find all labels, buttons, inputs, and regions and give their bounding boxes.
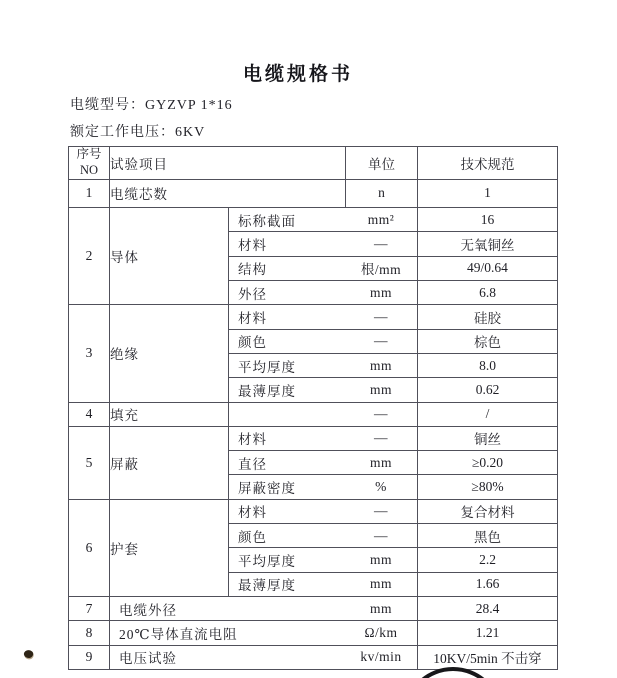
table-row — [69, 179, 558, 207]
spec-value: ≥80% — [418, 475, 558, 499]
unit-value: mm² — [367, 211, 395, 227]
sub-item-label: 材料 — [238, 432, 267, 448]
cable-model-line — [70, 94, 233, 114]
rated-voltage-line — [70, 121, 205, 141]
unit-value: Ω/km — [364, 624, 398, 640]
sub-item-label: 最薄厚度 — [238, 383, 296, 399]
sub-item-label: 平均厚度 — [238, 554, 296, 570]
spec-value: 黑色 — [418, 524, 558, 548]
table-row — [69, 208, 558, 232]
item-label: 导体 — [110, 208, 229, 305]
sub-item-label: 最薄厚度 — [238, 578, 296, 594]
unit-value: — — [374, 235, 388, 251]
spec-value: 1.21 — [418, 621, 558, 645]
row-no: 2 — [69, 208, 110, 305]
unit-value: — — [374, 430, 388, 446]
unit-value: mm — [369, 284, 392, 300]
sub-item-label: 直径 — [238, 456, 267, 472]
sub-item-label: 平均厚度 — [238, 359, 296, 375]
item-label: 电压试验 — [119, 651, 177, 667]
table-header-row — [69, 147, 558, 180]
sub-item-label: 屏蔽密度 — [238, 481, 296, 497]
sub-item-cell — [229, 208, 418, 232]
sub-item-cell — [229, 499, 418, 523]
unit-value: 根/mm — [360, 262, 402, 278]
table-row — [69, 597, 558, 621]
table-row — [69, 426, 558, 450]
table-row — [69, 402, 558, 426]
spec-value: ≥0.20 — [418, 451, 558, 475]
sub-item-label: 材料 — [238, 237, 267, 253]
item-label: 屏蔽 — [110, 426, 229, 499]
header-spec: 技术规范 — [418, 147, 558, 180]
sub-item-cell — [229, 475, 418, 499]
sub-item-label: 颜色 — [238, 335, 267, 351]
table-row — [69, 499, 558, 523]
unit-value: mm — [369, 381, 392, 397]
spec-value: 1 — [418, 179, 558, 207]
rated-voltage-value: 6KV — [175, 125, 206, 140]
unit-value: mm — [369, 576, 392, 592]
unit-value: — — [374, 406, 388, 422]
unit-value: — — [374, 503, 388, 519]
sub-item-cell — [229, 451, 418, 475]
spec-value: 2.2 — [418, 548, 558, 572]
unit-value: mm — [369, 357, 392, 373]
row-no: 6 — [69, 499, 110, 596]
sub-item-cell — [229, 572, 418, 596]
item-cell — [110, 597, 418, 621]
spec-value: 8.0 — [418, 353, 558, 377]
unit-value: mm — [369, 552, 392, 568]
header-item: 试验项目 — [110, 147, 346, 180]
unit-value: — — [374, 527, 388, 543]
spec-value: 复合材料 — [418, 499, 558, 523]
sub-item-label: 材料 — [238, 505, 267, 521]
row-no: 3 — [69, 305, 110, 402]
sub-item-label: 结构 — [238, 262, 267, 278]
sub-item-cell — [229, 378, 418, 402]
sub-item-cell — [229, 256, 418, 280]
sub-item-label: 标称截面 — [238, 213, 296, 229]
row-no: 9 — [69, 645, 110, 669]
spec-value: 硅胶 — [418, 305, 558, 329]
sub-item-cell — [229, 524, 418, 548]
unit-value: kv/min — [360, 649, 402, 665]
item-label: 电缆外径 — [119, 602, 177, 618]
sub-item-cell — [229, 402, 418, 426]
item-label: 护套 — [110, 499, 229, 596]
unit-value: — — [374, 308, 388, 324]
sub-item-label: 材料 — [238, 310, 267, 326]
row-no: 8 — [69, 621, 110, 645]
row-no: 5 — [69, 426, 110, 499]
table-row — [69, 621, 558, 645]
unit-value: n — [346, 179, 418, 207]
sub-item-cell — [229, 329, 418, 353]
spec-value: 6.8 — [418, 280, 558, 304]
sub-item-cell — [229, 232, 418, 256]
item-label: 绝缘 — [110, 305, 229, 402]
spec-value: 10KV/5min 不击穿 — [418, 645, 558, 669]
spec-value: 1.66 — [418, 572, 558, 596]
spec-value: 49/0.64 — [418, 256, 558, 280]
spec-value: 无氧铜丝 — [418, 232, 558, 256]
header-unit: 单位 — [346, 147, 418, 180]
spec-value: 0.62 — [418, 378, 558, 402]
unit-value: mm — [369, 454, 392, 470]
spec-value: 铜丝 — [418, 426, 558, 450]
sub-item-cell — [229, 305, 418, 329]
item-label: 20℃导体直流电阻 — [119, 626, 238, 642]
row-no: 1 — [69, 179, 110, 207]
sub-item-cell — [229, 280, 418, 304]
item-cell — [110, 621, 418, 645]
unit-value: % — [375, 479, 387, 495]
cable-model-label: 电缆型号： — [70, 98, 145, 113]
spec-table — [68, 146, 558, 670]
rated-voltage-label: 额定工作电压： — [70, 125, 175, 140]
item-label: 填充 — [110, 402, 229, 426]
page-title: 电缆规格书 — [242, 64, 353, 85]
ink-speck — [23, 648, 35, 659]
header-no-en: NO — [79, 162, 99, 177]
spec-value: / — [418, 402, 558, 426]
sub-item-cell — [229, 353, 418, 377]
table-row — [69, 645, 558, 669]
spec-value: 16 — [418, 208, 558, 232]
unit-value: — — [374, 333, 388, 349]
spec-value: 棕色 — [418, 329, 558, 353]
sub-item-label: 外径 — [238, 286, 267, 302]
sub-item-label: 颜色 — [238, 529, 267, 545]
item-label: 电缆芯数 — [110, 179, 346, 207]
header-no-zh: 序号 — [76, 147, 102, 162]
spec-value: 28.4 — [418, 597, 558, 621]
sub-item-cell — [229, 548, 418, 572]
item-cell — [110, 645, 418, 669]
header-no — [69, 147, 110, 180]
sub-item-cell — [229, 426, 418, 450]
table-row — [69, 305, 558, 329]
unit-value: mm — [369, 600, 392, 616]
row-no: 4 — [69, 402, 110, 426]
cable-model-value: GYZVP 1*16 — [145, 98, 233, 113]
row-no: 7 — [69, 597, 110, 621]
